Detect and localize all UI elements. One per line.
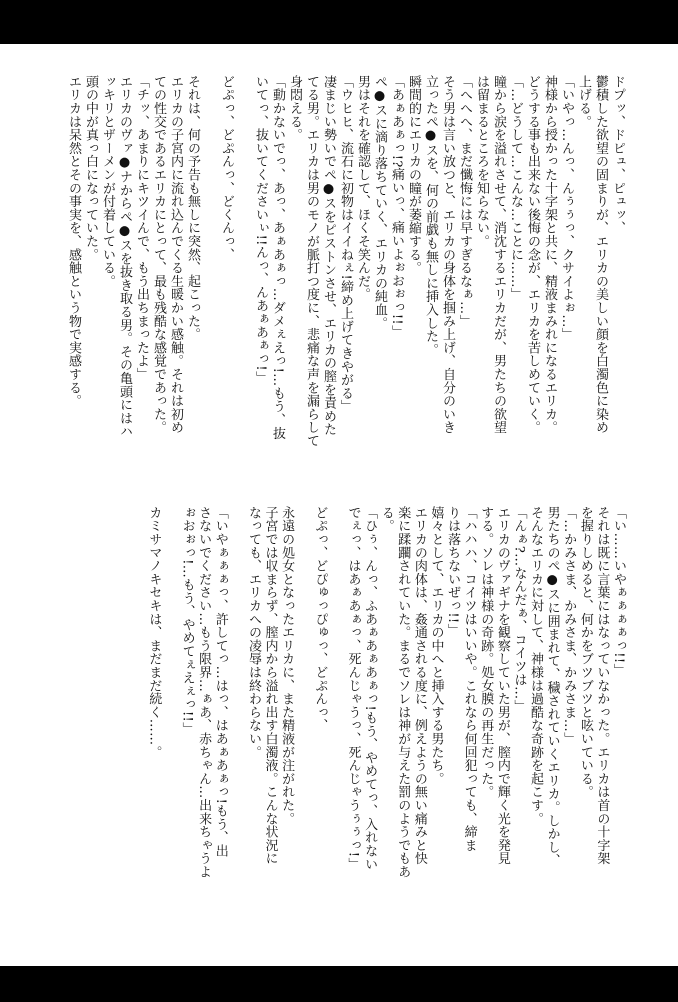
text-line: ぉおぉっ!…もう、やめてぇえぇっ!!」 bbox=[179, 506, 195, 736]
text-line: ドプッ、ドピュ、ピュッ、 bbox=[610, 75, 625, 235]
text-line: 「…かみさま、かみさま、かみさま…」 bbox=[561, 506, 577, 746]
text-line: 男たちのペ●スに囲まれて、穢されていくエリカ。しかし、 bbox=[544, 506, 560, 868]
text-line: は留まるところを知らない。 bbox=[474, 75, 489, 248]
text-line: 「あぁあぁっ!?痛いっ、痛いよぉおぉっ!!」 bbox=[389, 75, 404, 339]
text-line: そんなエリカに対して、神様は過酷な奇跡を起こす。 bbox=[528, 506, 544, 826]
text-line: 嬉々として、エリカの中へと挿入する男たち。 bbox=[428, 506, 444, 786]
text-line: 「ウヒヒ、流石に初物はイイねぇ!締め上げてきやがる」 bbox=[338, 75, 353, 414]
text-line bbox=[228, 506, 245, 946]
text-line: それは、何の予告も無しに突然、起こった。 bbox=[185, 75, 200, 341]
text-line: 「ハハハ、コイツはいいや。これなら何回犯っても、締ま bbox=[461, 506, 477, 852]
text-line: 瞬間的にエリカの瞳が萎縮する。 bbox=[406, 75, 421, 275]
text-line: 身悶える。 bbox=[287, 75, 302, 142]
text-line: 「チッ、あまりにキツイんで、もう出ちまったよ」 bbox=[134, 75, 149, 381]
text-line: りは落ちないぜっ!!」 bbox=[445, 506, 461, 637]
text-line: 「へへへ、まだ懺悔には早すぎるなぁ…」 bbox=[457, 75, 472, 328]
text-line bbox=[235, 75, 252, 455]
text-line: ての性交であるエリカにとって、最も残酷な感覚であった。 bbox=[151, 75, 166, 435]
text-line: 「動かないでっ、あっ、あぁあぁっ…ダメぇえっ!…もう、抜 bbox=[270, 75, 285, 440]
text-line: る。 bbox=[378, 506, 394, 533]
text-line: さないでください…もう限界…ぁあ、赤ちゃん…出来ちゃうよ bbox=[196, 506, 212, 879]
text-line: する。ソレは神様の奇跡。処女膜の再生だった。 bbox=[478, 506, 494, 799]
text-line: ッキリとザーメンが付着している。 bbox=[100, 75, 115, 288]
text-line: それは既に言葉にはなっていなかった。エリカは首の十字架 bbox=[594, 506, 610, 866]
text-line: 男はそれを確認して、ほくそ笑んだ。 bbox=[355, 75, 370, 302]
text-line: 凄まじい勢いでペ●スをピストンさせ、エリカの膣を責めた bbox=[321, 75, 336, 437]
text-line: 楽に蹂躙されていた。まるでソレは神が与えた罰のようでもあ bbox=[395, 506, 411, 879]
text-line: エリカのヴァ●ナからペ●スを抜き取る男。その亀頭にはハ bbox=[117, 75, 132, 439]
text-line: 「い……いやぁぁぁぁっ!!」 bbox=[611, 506, 626, 677]
text-line: どぷっ、どぷんっ、どくんっ、 bbox=[219, 75, 234, 262]
text-line: どぷっ、どぴゅっぴゅっ、どぷんっ、 bbox=[312, 506, 328, 733]
text-line: ペ●スに滴り落ちていく、エリカの純血。 bbox=[372, 75, 387, 330]
text-line: 神様から授かった十字架と共に、精液まみれになるエリカ。 bbox=[542, 75, 557, 435]
text-line bbox=[327, 506, 344, 946]
text-line: エリカは呆然とその事実を、感触という物で実感する。 bbox=[66, 75, 81, 408]
text-line bbox=[294, 506, 311, 946]
text-line: 上げる。 bbox=[576, 75, 591, 129]
text-line: 瞳から涙を溢れさせて、消沈するエリカだが、男たちの欲望 bbox=[491, 75, 506, 435]
scan-border-top bbox=[0, 0, 678, 44]
text-line: エリカのヴァギナを観察していた男が、膣内で輝く光を発見 bbox=[494, 506, 510, 866]
text-line bbox=[201, 75, 218, 455]
text-line: そう男は言い放つと、エリカの身体を掴み上げ、自分のいき bbox=[440, 75, 455, 435]
scan-border-bottom bbox=[0, 966, 678, 1002]
text-line: 永遠の処女となったエリカに、また精液が注がれた。 bbox=[279, 506, 295, 826]
text-line: なっても、エリカへの凌辱は終わらない。 bbox=[245, 506, 261, 759]
lower-text-block bbox=[145, 506, 626, 946]
text-line: エリカの肉体は、姦通される度に、例えようの無い痛みと快 bbox=[411, 506, 427, 866]
text-line: 鬱積した欲望の固まりが、エリカの美しい顔を白濁色に染め bbox=[593, 75, 608, 435]
text-line: 立ったペ●スを、何の前戯も無しに挿入した。 bbox=[423, 75, 438, 357]
text-line: てる男。エリカは男のモノが脈打つ度に、悲痛な声を漏らして bbox=[304, 75, 319, 448]
text-line: エリカの子宮内に流れ込んでくる生暖かい感触。それは初め bbox=[168, 75, 183, 435]
text-line: 子宮では収まらず、膣内から溢れ出す白濁液。こんな状況に bbox=[262, 506, 278, 866]
text-line: を握りしめると、何かをブツブツと呟いている。 bbox=[577, 506, 593, 799]
text-line: 「…どうして…こんな…ことに……」 bbox=[508, 75, 523, 302]
text-line: 頭の中が真っ白になっていた。 bbox=[83, 75, 98, 262]
upper-text-block bbox=[65, 75, 626, 455]
text-line: でぇっ、はあぁあぁっ、死んじゃうっ、死んじゃうぅぅっ!」 bbox=[345, 506, 361, 871]
text-line: いてっ、抜いてくださいぃ!!んっ、んあぁあぁっ!」 bbox=[253, 75, 268, 385]
text-line: 「いやぁぁぁっ、許してっ…はっ、はあぁあぁっ!もう、出 bbox=[212, 506, 228, 858]
text-line: カミサマノキセキは、まだまだ続く……。 bbox=[146, 506, 162, 759]
text-line: どうする事も出来ない後悔の念が、エリカを苦しめていく。 bbox=[525, 75, 540, 435]
text-line: 「ひぅ、んっ、ふあぁあぁあぁっ!もう、やめてっ、入れない bbox=[362, 506, 378, 871]
text-line: 「いやっ…んっ、んぅぅっ、クサイよぉ…」 bbox=[559, 75, 574, 341]
text-line bbox=[161, 506, 178, 946]
text-line: 「んぁ?…なんだぁ、コイツは…」 bbox=[511, 506, 527, 713]
